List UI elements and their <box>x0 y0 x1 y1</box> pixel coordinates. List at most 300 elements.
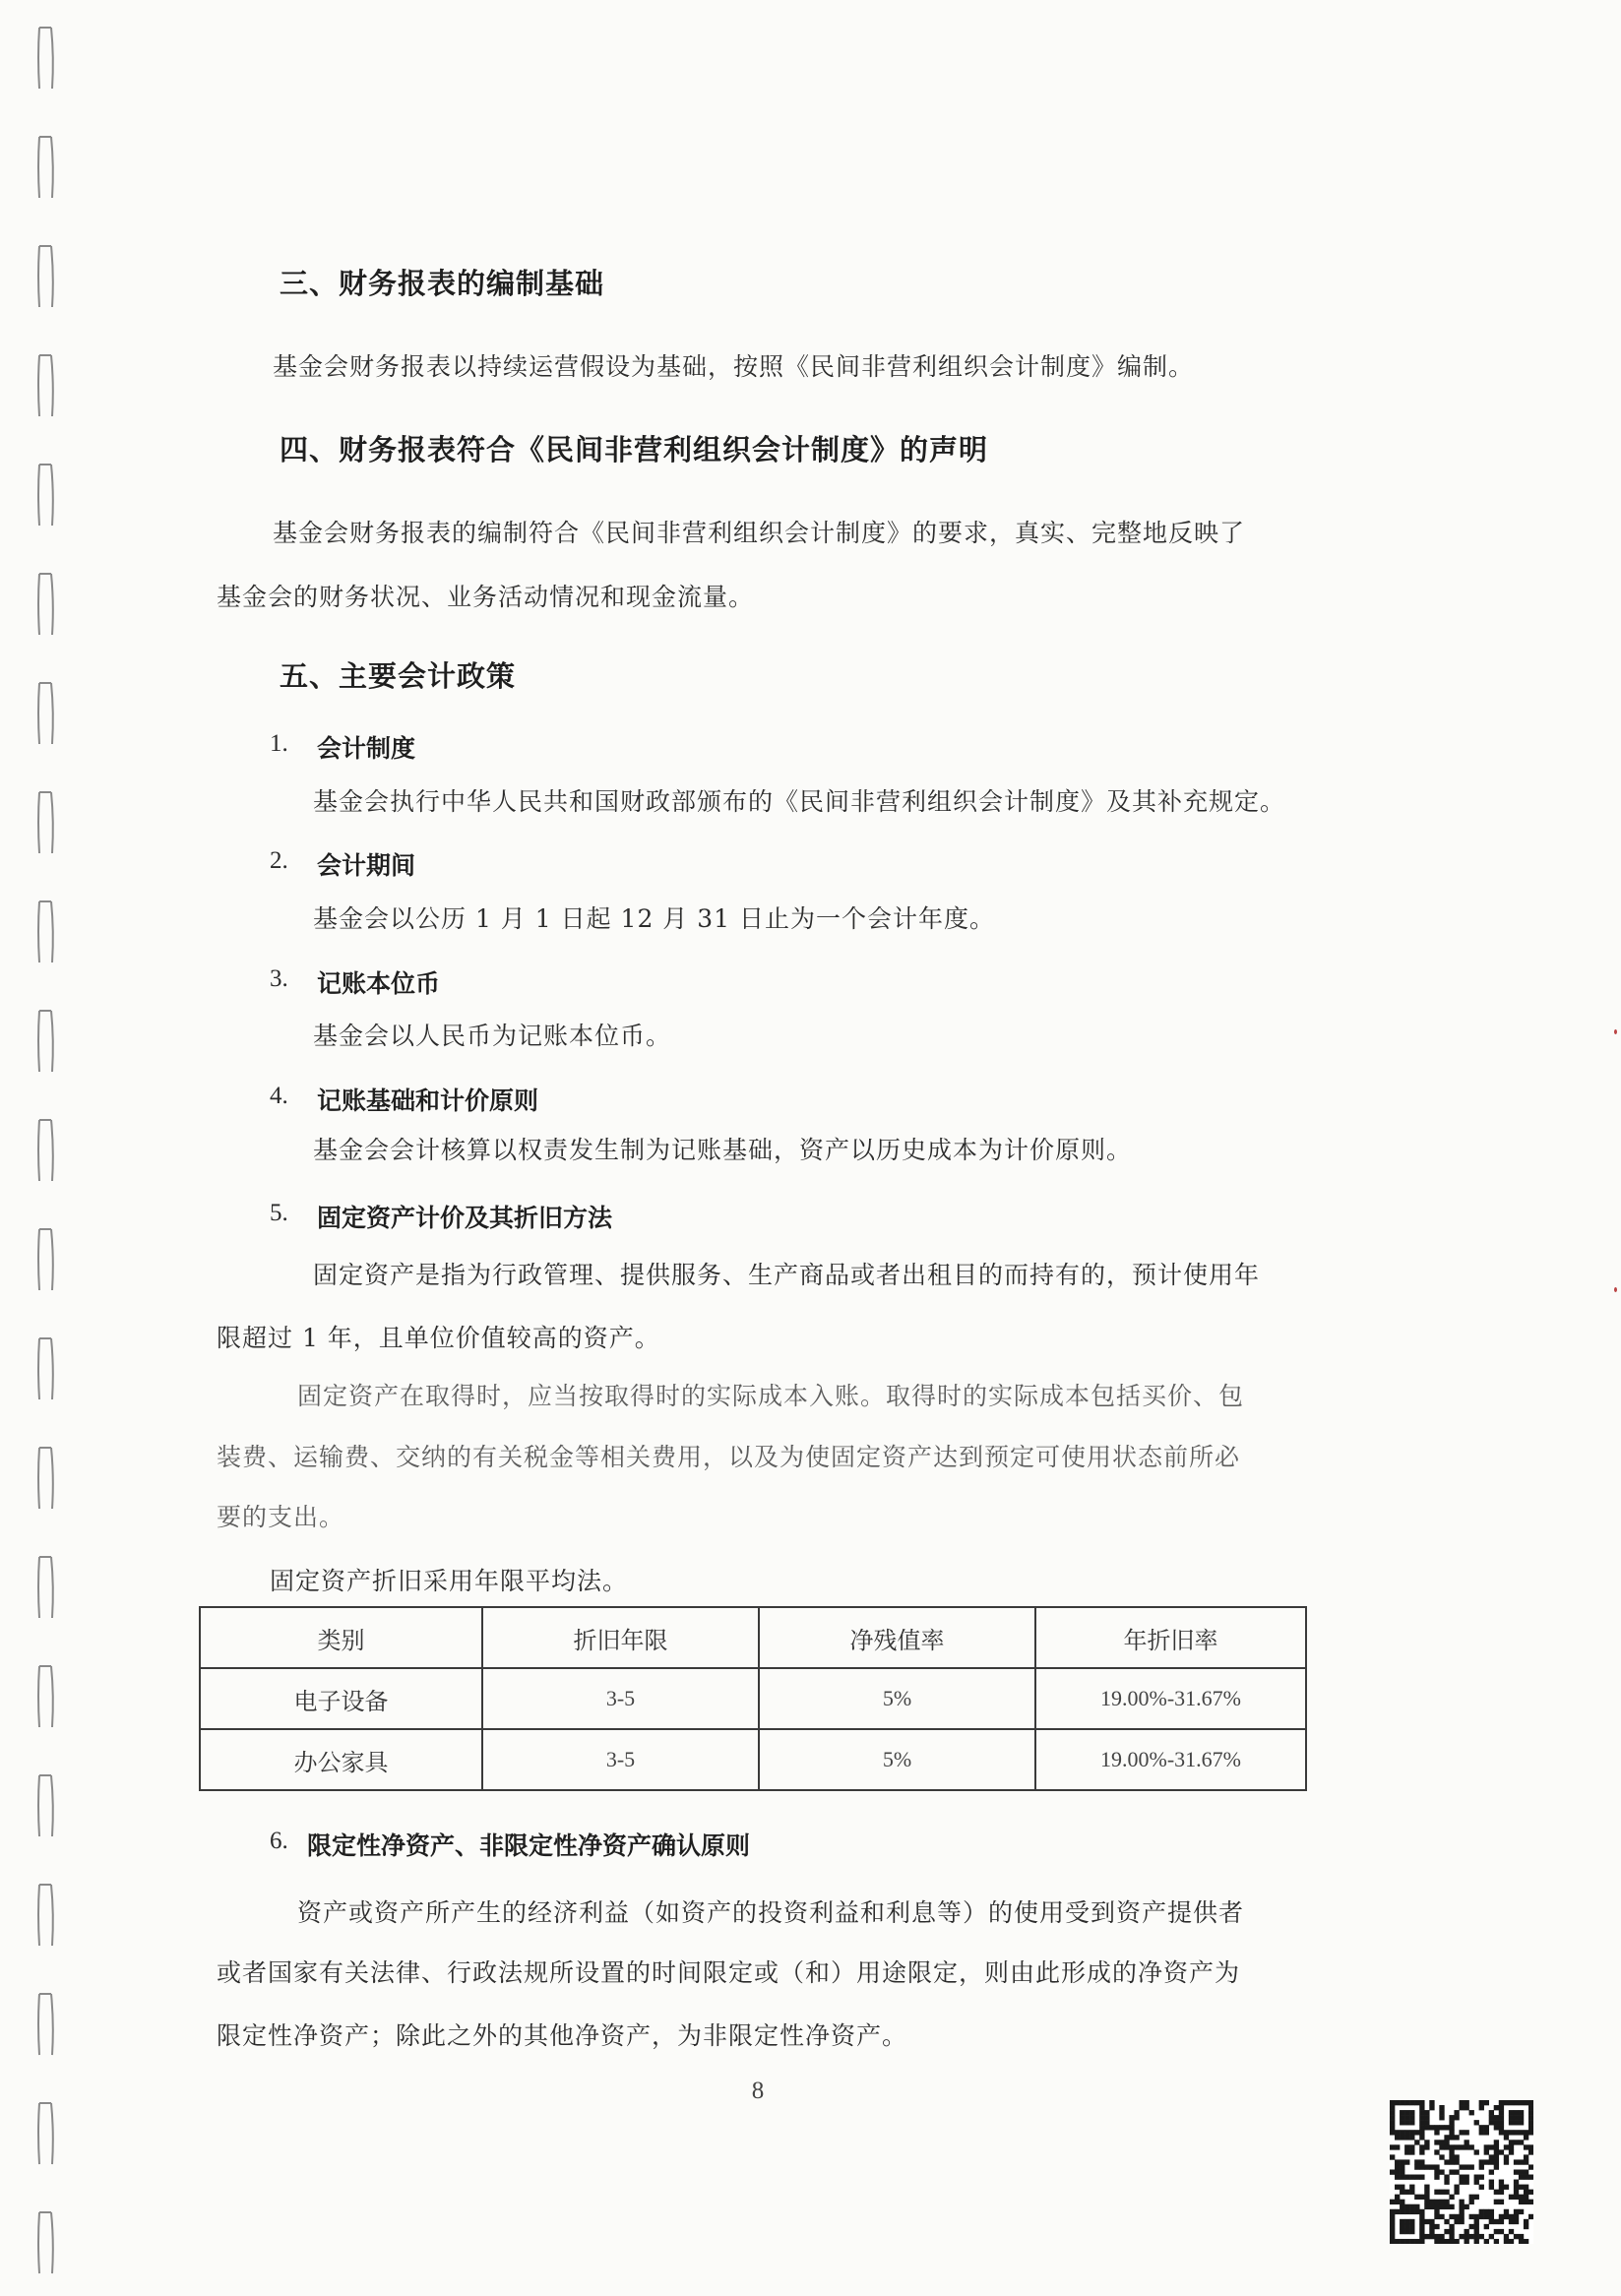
table-cell-category: 电子设备 <box>200 1668 482 1729</box>
qr-module <box>1434 2149 1439 2154</box>
qr-module <box>1434 2204 1439 2209</box>
qr-module <box>1528 2149 1533 2154</box>
qr-module <box>1465 2175 1469 2180</box>
qr-module <box>1409 2229 1414 2234</box>
qr-module <box>1390 2115 1395 2120</box>
qr-module <box>1524 2159 1528 2164</box>
qr-module <box>1504 2100 1509 2105</box>
qr-module <box>1434 2175 1439 2180</box>
qr-module <box>1429 2204 1434 2209</box>
qr-module <box>1479 2234 1484 2239</box>
qr-module <box>1459 2100 1464 2105</box>
qr-module <box>1419 2219 1424 2224</box>
qr-module <box>1479 2175 1484 2180</box>
item-5-title: 固定资产计价及其折旧方法 <box>317 1204 613 1232</box>
qr-module <box>1404 2135 1409 2140</box>
qr-module <box>1514 2180 1519 2185</box>
qr-module <box>1509 2229 1514 2234</box>
qr-module <box>1489 2144 1494 2149</box>
qr-module <box>1449 2120 1454 2125</box>
qr-module <box>1465 2144 1469 2149</box>
qr-module <box>1409 2110 1414 2115</box>
qr-module <box>1494 2159 1499 2164</box>
qr-module <box>1519 2100 1524 2105</box>
qr-module <box>1395 2144 1400 2149</box>
qr-module <box>1404 2190 1409 2195</box>
qr-module <box>1454 2239 1459 2244</box>
binding-hole-mark <box>38 901 53 962</box>
qr-module <box>1499 2110 1504 2115</box>
qr-module <box>1469 2144 1474 2149</box>
qr-module <box>1524 2175 1528 2180</box>
qr-module <box>1499 2130 1504 2135</box>
qr-module <box>1474 2239 1479 2244</box>
qr-module <box>1434 2224 1439 2229</box>
item-1-title: 会计制度 <box>317 734 416 763</box>
qr-module <box>1449 2149 1454 2154</box>
table-cell-category: 办公家具 <box>200 1729 482 1790</box>
qr-module <box>1449 2195 1454 2200</box>
qr-module <box>1474 2149 1479 2154</box>
qr-module <box>1449 2204 1454 2209</box>
qr-module <box>1409 2149 1414 2154</box>
qr-module <box>1465 2105 1469 2110</box>
qr-module <box>1499 2200 1504 2204</box>
qr-module <box>1419 2159 1424 2164</box>
qr-module <box>1390 2110 1395 2115</box>
qr-module <box>1524 2100 1528 2105</box>
qr-module <box>1459 2214 1464 2219</box>
qr-module <box>1465 2239 1469 2244</box>
qr-module <box>1509 2214 1514 2219</box>
qr-module <box>1390 2144 1395 2149</box>
qr-module <box>1444 2190 1449 2195</box>
qr-module <box>1454 2154 1459 2159</box>
item-6-title: 限定性净资产、非限定性净资产确认原则 <box>307 1831 751 1860</box>
table-cell-residual: 5% <box>759 1729 1035 1790</box>
qr-module <box>1514 2169 1519 2174</box>
qr-module <box>1419 2115 1424 2120</box>
qr-module <box>1424 2195 1429 2200</box>
qr-module <box>1395 2209 1400 2214</box>
binding-hole-mark <box>38 1666 53 1727</box>
qr-module <box>1400 2164 1404 2169</box>
qr-module <box>1489 2185 1494 2190</box>
qr-module <box>1439 2110 1444 2115</box>
qr-module <box>1459 2200 1464 2204</box>
qr-module <box>1454 2169 1459 2174</box>
qr-module <box>1519 2169 1524 2174</box>
qr-module <box>1449 2130 1454 2135</box>
binding-hole-mark <box>38 246 53 307</box>
qr-module <box>1499 2125 1504 2130</box>
qr-module <box>1404 2100 1409 2105</box>
table-header-cell: 类别 <box>200 1607 482 1668</box>
qr-module <box>1419 2130 1424 2135</box>
qr-module <box>1459 2144 1464 2149</box>
qr-module <box>1509 2149 1514 2154</box>
qr-module <box>1524 2185 1528 2190</box>
binding-marks-drawing <box>22 0 81 2296</box>
binding-hole-mark <box>38 1994 53 2055</box>
qr-module <box>1499 2185 1504 2190</box>
qr-module <box>1424 2125 1429 2130</box>
qr-module <box>1524 2219 1528 2224</box>
qr-module <box>1524 2200 1528 2204</box>
binding-hole-mark <box>38 792 53 853</box>
binding-hole-mark <box>38 1120 53 1181</box>
qr-module <box>1400 2115 1404 2120</box>
qr-module <box>1444 2175 1449 2180</box>
qr-module <box>1524 2130 1528 2135</box>
item-5-number: 5. <box>270 1200 288 1226</box>
qr-module <box>1439 2169 1444 2174</box>
qr-module <box>1489 2209 1494 2214</box>
qr-module <box>1434 2239 1439 2244</box>
qr-module <box>1528 2164 1533 2169</box>
item-3-body: 基金会以人民币为记账本位币。 <box>313 1022 672 1050</box>
qr-module <box>1494 2229 1499 2234</box>
qr-module <box>1494 2164 1499 2169</box>
qr-module <box>1409 2120 1414 2125</box>
qr-module <box>1434 2164 1439 2169</box>
qr-module <box>1509 2130 1514 2135</box>
qr-module <box>1419 2125 1424 2130</box>
qr-module <box>1509 2239 1514 2244</box>
qr-module <box>1390 2120 1395 2125</box>
qr-module <box>1424 2185 1429 2190</box>
qr-module <box>1494 2105 1499 2110</box>
qr-module <box>1494 2154 1499 2159</box>
qr-module <box>1439 2140 1444 2144</box>
qr-module <box>1474 2180 1479 2185</box>
qr-module <box>1400 2130 1404 2135</box>
qr-module <box>1504 2159 1509 2164</box>
qr-module <box>1404 2159 1409 2164</box>
qr-module <box>1514 2130 1519 2135</box>
qr-module <box>1424 2140 1429 2144</box>
qr-module <box>1504 2185 1509 2190</box>
qr-module <box>1444 2200 1449 2204</box>
qr-module <box>1459 2219 1464 2224</box>
qr-module <box>1509 2195 1514 2200</box>
qr-module <box>1409 2209 1414 2214</box>
section-3-heading: 三、财务报表的编制基础 <box>280 267 605 300</box>
qr-module <box>1524 2195 1528 2200</box>
qr-module <box>1494 2190 1499 2195</box>
qr-module <box>1444 2125 1449 2130</box>
qr-module <box>1419 2209 1424 2214</box>
qr-module <box>1449 2229 1454 2234</box>
qr-module <box>1434 2130 1439 2135</box>
qr-module <box>1444 2204 1449 2209</box>
qr-module <box>1424 2204 1429 2209</box>
qr-module <box>1409 2224 1414 2229</box>
qr-module <box>1395 2130 1400 2135</box>
qr-module <box>1419 2110 1424 2115</box>
qr-module <box>1484 2214 1489 2219</box>
qr-module <box>1469 2195 1474 2200</box>
qr-module <box>1424 2164 1429 2169</box>
qr-module <box>1404 2115 1409 2120</box>
qr-module <box>1390 2100 1395 2105</box>
qr-module <box>1400 2100 1404 2105</box>
qr-module <box>1419 2135 1424 2140</box>
qr-module <box>1400 2190 1404 2195</box>
qr-module <box>1489 2159 1494 2164</box>
qr-module <box>1419 2224 1424 2229</box>
qr-module <box>1519 2209 1524 2214</box>
qr-module <box>1509 2140 1514 2144</box>
qr-module <box>1504 2154 1509 2159</box>
qr-module <box>1444 2239 1449 2244</box>
item-3-title: 记账本位币 <box>317 969 441 998</box>
qr-module <box>1444 2180 1449 2185</box>
qr-module <box>1390 2169 1395 2174</box>
qr-module <box>1519 2110 1524 2115</box>
binding-hole-mark <box>38 355 53 416</box>
qr-module <box>1409 2130 1414 2135</box>
binding-hole-mark <box>38 465 53 526</box>
table-header-cell: 净残值率 <box>759 1607 1035 1668</box>
qr-module <box>1429 2224 1434 2229</box>
binding-hole-mark <box>38 1229 53 1290</box>
qr-module <box>1509 2120 1514 2125</box>
qr-module <box>1449 2154 1454 2159</box>
depreciation-table <box>199 1606 1307 1791</box>
qr-module <box>1528 2130 1533 2135</box>
qr-module <box>1390 2154 1395 2159</box>
table-cell-years: 3-5 <box>482 1729 759 1790</box>
qr-module <box>1474 2175 1479 2180</box>
qr-module <box>1519 2130 1524 2135</box>
qr-module <box>1444 2140 1449 2144</box>
section-5-heading: 五、主要会计政策 <box>280 659 517 693</box>
qr-module <box>1528 2115 1533 2120</box>
qr-module <box>1429 2164 1434 2169</box>
qr-module <box>1414 2195 1419 2200</box>
qr-module <box>1528 2125 1533 2130</box>
qr-module <box>1489 2110 1494 2115</box>
qr-module <box>1400 2185 1404 2190</box>
qr-module <box>1429 2219 1434 2224</box>
qr-module <box>1424 2190 1429 2195</box>
section-3-body: 基金会财务报表以持续运营假设为基础，按照《民间非营利组织会计制度》编制。 <box>273 352 1195 381</box>
binding-hole-mark <box>38 1885 53 1946</box>
qr-module <box>1499 2105 1504 2110</box>
qr-module <box>1459 2209 1464 2214</box>
qr-module <box>1419 2229 1424 2234</box>
qr-module <box>1469 2214 1474 2219</box>
qr-module <box>1524 2190 1528 2195</box>
qr-module <box>1434 2125 1439 2130</box>
qr-module <box>1494 2144 1499 2149</box>
qr-module <box>1414 2130 1419 2135</box>
qr-module <box>1524 2239 1528 2244</box>
qr-module <box>1514 2159 1519 2164</box>
qr-module <box>1528 2120 1533 2125</box>
qr-module <box>1390 2224 1395 2229</box>
qr-module <box>1499 2214 1504 2219</box>
qr-module <box>1519 2239 1524 2244</box>
qr-module <box>1514 2100 1519 2105</box>
qr-module <box>1474 2214 1479 2219</box>
qr-module <box>1494 2140 1499 2144</box>
qr-module <box>1504 2144 1509 2149</box>
item-2-title: 会计期间 <box>317 851 416 880</box>
item-3-number: 3. <box>270 965 288 992</box>
qr-module <box>1514 2185 1519 2190</box>
qr-module <box>1454 2135 1459 2140</box>
qr-module <box>1400 2204 1404 2209</box>
qr-module <box>1484 2125 1489 2130</box>
qr-module <box>1390 2125 1395 2130</box>
qr-module <box>1390 2105 1395 2110</box>
qr-module <box>1459 2234 1464 2239</box>
qr-module <box>1409 2175 1414 2180</box>
qr-module <box>1479 2125 1484 2130</box>
item-5-para1-line1: 固定资产是指为行政管理、提供服务、生产商品或者出租目的而持有的，预计使用年 <box>313 1261 1261 1289</box>
qr-module <box>1395 2200 1400 2204</box>
qr-module <box>1414 2164 1419 2169</box>
qr-module <box>1514 2110 1519 2115</box>
qr-module <box>1494 2149 1499 2154</box>
qr-module <box>1409 2190 1414 2195</box>
qr-module <box>1469 2164 1474 2169</box>
qr-module <box>1524 2135 1528 2140</box>
qr-module <box>1484 2100 1489 2105</box>
qr-module <box>1494 2200 1499 2204</box>
qr-module <box>1519 2175 1524 2180</box>
qr-module <box>1449 2159 1454 2164</box>
qr-module <box>1489 2154 1494 2159</box>
qr-module <box>1489 2115 1494 2120</box>
qr-module <box>1390 2200 1395 2204</box>
qr-module <box>1454 2214 1459 2219</box>
qr-module <box>1528 2190 1533 2195</box>
qr-module <box>1489 2219 1494 2224</box>
qr-module <box>1449 2125 1454 2130</box>
qr-module <box>1499 2219 1504 2224</box>
qr-module <box>1400 2110 1404 2115</box>
qr-module <box>1419 2195 1424 2200</box>
qr-module <box>1528 2110 1533 2115</box>
table-cell-rate: 19.00%-31.67% <box>1035 1668 1306 1729</box>
qr-module <box>1424 2200 1429 2204</box>
qr-module <box>1489 2214 1494 2219</box>
item-4-body: 基金会会计核算以权责发生制为记账基础，资产以历史成本为计价原则。 <box>313 1136 1133 1164</box>
qr-module <box>1404 2175 1409 2180</box>
section-4-body-line2: 基金会的财务状况、业务活动情况和现金流量。 <box>217 583 755 611</box>
section-4-heading: 四、财务报表符合《民间非营利组织会计制度》的声明 <box>280 433 989 466</box>
qr-module <box>1504 2209 1509 2214</box>
binding-hole-mark <box>38 1775 53 1836</box>
qr-module <box>1528 2175 1533 2180</box>
qr-module <box>1424 2144 1429 2149</box>
qr-module <box>1404 2204 1409 2209</box>
item-6-body-line3: 限定性净资产；除此之外的其他净资产，为非限定性净资产。 <box>217 2021 908 2050</box>
qr-module <box>1424 2234 1429 2239</box>
qr-module <box>1439 2115 1444 2120</box>
qr-module <box>1449 2234 1454 2239</box>
qr-module <box>1400 2135 1404 2140</box>
qr-module <box>1484 2149 1489 2154</box>
qr-module <box>1519 2115 1524 2120</box>
qr-module <box>1528 2200 1533 2204</box>
qr-module <box>1424 2120 1429 2125</box>
qr-module <box>1390 2234 1395 2239</box>
item-4-number: 4. <box>270 1083 288 1109</box>
qr-module <box>1489 2234 1494 2239</box>
binding-hole-mark <box>38 2212 53 2273</box>
qr-module <box>1479 2130 1484 2135</box>
qr-module <box>1524 2154 1528 2159</box>
page-number: 8 <box>751 2078 765 2104</box>
binding-hole-mark <box>38 1448 53 1509</box>
qr-module <box>1429 2200 1434 2204</box>
item-2-body: 基金会以公历 1 月 1 日起 12 月 31 日止为一个会计年度。 <box>313 904 996 933</box>
qr-module <box>1439 2105 1444 2110</box>
qr-module <box>1395 2195 1400 2200</box>
qr-module <box>1439 2190 1444 2195</box>
qr-module <box>1484 2224 1489 2229</box>
qr-module <box>1404 2219 1409 2224</box>
qr-module <box>1514 2140 1519 2144</box>
qr-module <box>1519 2234 1524 2239</box>
qr-module <box>1404 2110 1409 2115</box>
table-cell-rate: 19.00%-31.67% <box>1035 1729 1306 1790</box>
qr-module <box>1459 2180 1464 2185</box>
qr-module <box>1514 2195 1519 2200</box>
table-header-cell: 折旧年限 <box>482 1607 759 1668</box>
qr-code <box>1390 2100 1533 2244</box>
qr-module <box>1519 2195 1524 2200</box>
qr-module <box>1390 2214 1395 2219</box>
qr-module <box>1439 2239 1444 2244</box>
binding-hole-mark <box>38 1338 53 1399</box>
qr-module <box>1419 2239 1424 2244</box>
qr-module <box>1459 2105 1464 2110</box>
qr-module <box>1459 2175 1464 2180</box>
qr-module <box>1439 2125 1444 2130</box>
qr-module <box>1465 2234 1469 2239</box>
section-4-body-line1: 基金会财务报表的编制符合《民间非营利组织会计制度》的要求，真实、完整地反映了 <box>273 519 1246 547</box>
qr-module <box>1414 2140 1419 2144</box>
qr-module <box>1444 2219 1449 2224</box>
qr-module <box>1395 2164 1400 2169</box>
table-cell-residual: 5% <box>759 1668 1035 1729</box>
binding-marks <box>22 0 81 2296</box>
binding-hole-mark <box>38 574 53 635</box>
item-6-body-line2: 或者国家有关法律、行政法规所设置的时间限定或（和）用途限定，则由此形成的净资产为 <box>217 1958 1241 1987</box>
item-5-para1-line2: 限超过 1 年，且单位价值较高的资产。 <box>217 1324 660 1352</box>
item-5-para2-line1: 固定资产在取得时，应当按取得时的实际成本入账。取得时的实际成本包括买价、包 <box>297 1382 1245 1410</box>
qr-module <box>1494 2115 1499 2120</box>
qr-module <box>1400 2229 1404 2234</box>
qr-module <box>1400 2175 1404 2180</box>
qr-module <box>1519 2140 1524 2144</box>
qr-module <box>1499 2180 1504 2185</box>
qr-module <box>1404 2224 1409 2229</box>
qr-module <box>1449 2115 1454 2120</box>
qr-module <box>1419 2105 1424 2110</box>
qr-module <box>1395 2185 1400 2190</box>
qr-module <box>1474 2120 1479 2125</box>
qr-module <box>1395 2159 1400 2164</box>
qr-module <box>1494 2125 1499 2130</box>
table-row <box>200 1729 1306 1790</box>
qr-module <box>1444 2159 1449 2164</box>
